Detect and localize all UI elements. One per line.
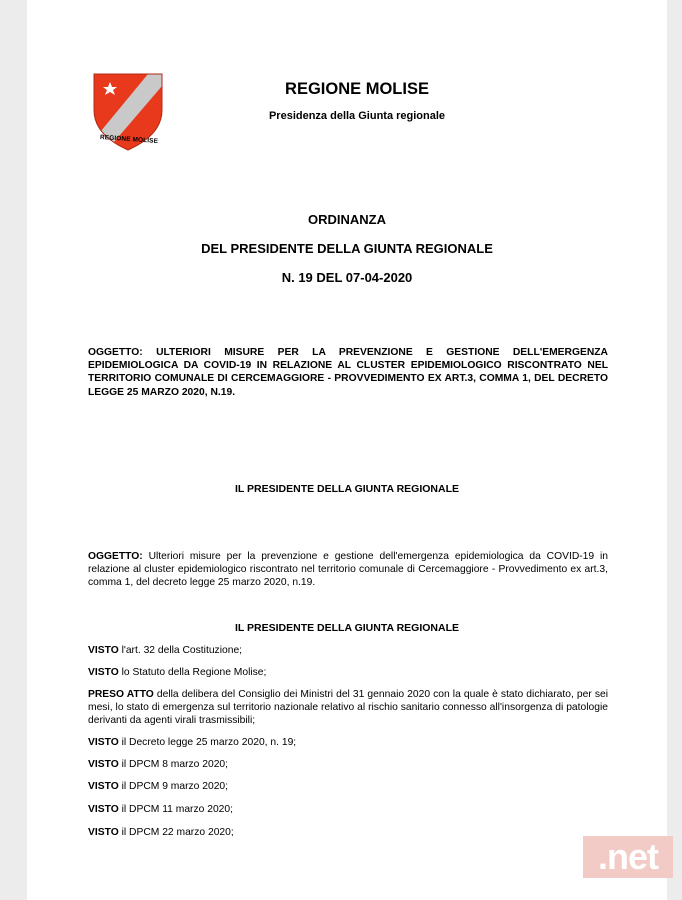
section-heading: IL PRESIDENTE DELLA GIUNTA REGIONALE [234,622,459,634]
premise-text: il DPCM 22 marzo 2020; [118,827,234,838]
premise-label: VISTO [88,737,119,748]
premise-item [88,666,608,679]
subject-label: OGGETTO: [88,551,143,562]
subject-text: Ulteriori misure per la prevenzione e gestione dell'emergenza epidemiologica da COVID-19 in relazione al cluster epidemiologico riscontrato nel territorio comunale di Cercemaggiore - Provvedimento ex art.3, comma 1, del decreto legge 25 marzo 2020, n.19. [88,551,608,589]
premise-label: PRESO ATTO [88,689,154,700]
premise-text: il DPCM 9 marzo 2020; [118,781,229,792]
premise-label: VISTO [88,781,119,792]
premise-text: l'art. 32 della Costituzione; [118,645,243,656]
premise-text: il DPCM 8 marzo 2020; [118,759,229,770]
premise-text: il Decreto legge 25 marzo 2020, n. 19; [118,737,297,748]
premise-text: il DPCM 11 marzo 2020; [118,804,233,815]
premise-item [88,688,608,728]
document-page [27,0,667,900]
premise-item [88,644,608,657]
header-title: REGIONE MOLISE [285,80,429,98]
premise-label: VISTO [88,667,119,678]
watermark: .net [583,836,673,878]
premise-label: VISTO [88,645,119,656]
premise-item [88,758,608,771]
premise-item [88,826,608,839]
section-heading: IL PRESIDENTE DELLA GIUNTA REGIONALE [234,483,459,495]
premise-text: lo Statuto della Regione Molise; [118,667,267,678]
subject-paragraph [88,550,608,590]
header-subtitle: Presidenza della Giunta regionale [268,110,446,122]
premise-label: VISTO [88,804,119,815]
premise-item [88,780,608,793]
premise-label: VISTO [88,827,119,838]
ordinance-number: N. 19 DEL 07-04-2020 [281,270,413,285]
premise-item [88,736,608,749]
subject-caps: OGGETTO: ULTERIORI MISURE PER LA PREVENZIONE E GESTIONE DELL'EMERGENZA EPIDEMIOLOGICA DA COVID-19 IN RELAZIONE AL CLUSTER EPIDEMIOLOGICO RISCONTRATO NEL TERRITORIO COMUNALE DI CERCEMAGGIORE - PROVVEDIMENTO EX ART.3, COMMA 1, DEL DECRETO LEGGE 25 MARZO 2020, N.19. [88,347,608,398]
logo-caption: REGIONE MOLISE [99,133,159,146]
ordinance-title: ORDINANZA [308,212,386,227]
premise-item [88,803,608,816]
ordinance-issuer: DEL PRESIDENTE DELLA GIUNTA REGIONALE [201,241,493,256]
premise-text: della delibera del Consiglio dei Ministri del 31 gennaio 2020 con la quale è stato dichiarato, per sei mesi, lo stato di emergenza sul territorio nazionale relativo al rischio sanitario connesso all'insorgenza di patologie derivanti da agenti virali trasmissibili; [88,689,608,727]
premise-label: VISTO [88,759,119,770]
